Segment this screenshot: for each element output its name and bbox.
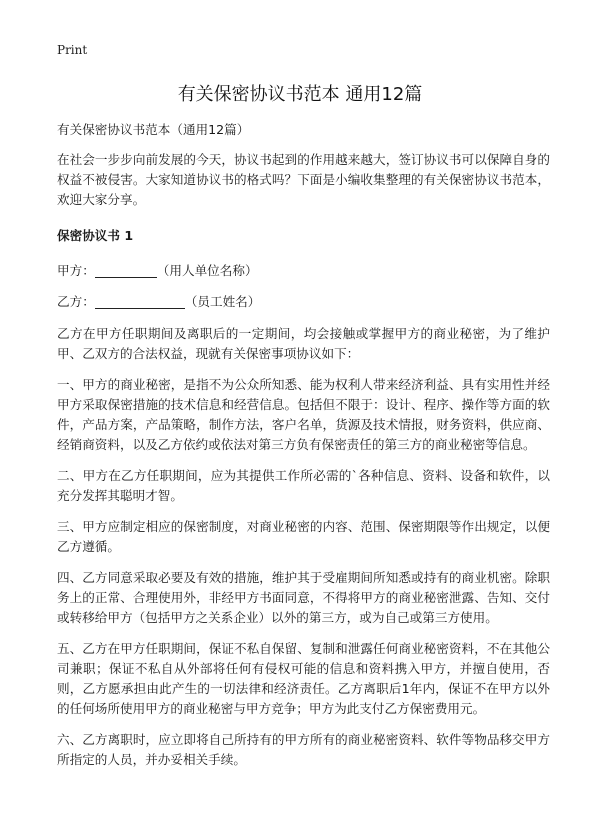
document-title: 有关保密协议书范本 通用12篇	[177, 84, 423, 105]
party-a-blank	[95, 263, 157, 278]
paragraph-clause-4: 四、乙方同意采取必要及有效的措施，维护其于受雇期间所知悉或持有的商业机密。除职务上的正常、合理使用外，非经甲方书面同意，不得将甲方的商业秘密泄露、告知、交付或转移给甲方（包括甲方之关系企业）以外的第三方，或为自己或第三方使用。	[57, 570, 550, 625]
paragraph-clause-3: 三、甲方应制定相应的保密制度，对商业秘密的内容、范围、保密期限等作出规定，以便乙方遵循。	[57, 519, 550, 554]
party-b-hint: （员工姓名）	[184, 294, 261, 309]
party-b-blank	[95, 294, 185, 309]
party-b-label: 乙方：	[57, 294, 95, 309]
paragraph-clause-1: 一、甲方的商业秘密，是指不为公众所知悉、能为权利人带来经济利益、具有实用性并经甲方采取保密措施的技术信息和经营信息。包括但不限于：设计、程序、操作等方面的软件，产品方案，产品策略，制作方法，客户名单，货源及技术情报，财务资料，供应商、经销商资料，以及乙方依约或依法对第三方负有保密责任的第三方的商业秘密等信息。	[57, 377, 550, 452]
intro-paragraph: 在社会一步步向前发展的今天，协议书起到的作用越来越大，签订协议书可以保障自身的权益不被侵害。大家知道协议书的格式吗？下面是小编收集整理的有关保密协议书范本，欢迎大家分享。	[57, 152, 550, 207]
paragraph-clause-5: 五、乙方在甲方任职期间，保证不私自保留、复制和泄露任何商业秘密资料，不在其他公司兼职；保证不私自从外部将任何有侵权可能的信息和资料携入甲方，并擅自使用，否则，乙方愿承担由此产生的一切法律和经济责任。乙方离职后1年内，保证不在甲方以外的任何场所使用甲方的商业秘密与甲方竞争；甲方为此支付乙方保密费用元。	[57, 641, 550, 716]
party-a-hint: （用人单位名称）	[156, 263, 258, 278]
paragraph-clause-6: 六、乙方离职时，应立即将自己所持有的甲方所有的商业秘密资料、软件等物品移交甲方所指定的人员，并办妥相关手续。	[57, 732, 550, 767]
party-a-label: 甲方：	[57, 263, 95, 278]
paragraph-preamble: 乙方在甲方任职期间及离职后的一定期间，均会接触或掌握甲方的商业秘密，为了维护甲、乙双方的合法权益，现就有关保密事项协议如下：	[57, 326, 550, 361]
section-heading: 保密协议书 1	[57, 228, 134, 243]
party-b-line	[57, 292, 550, 312]
print-label[interactable]: Print	[57, 43, 88, 57]
document-body	[57, 120, 550, 781]
paragraph-clause-2: 二、甲方在乙方任职期间，应为其提供工作所必需的`各种信息、资料、设备和软件，以充分发挥其聪明才智。	[57, 468, 550, 503]
document-subtitle: 有关保密协议书范本（通用12篇）	[57, 122, 250, 137]
party-a-line	[57, 261, 550, 281]
